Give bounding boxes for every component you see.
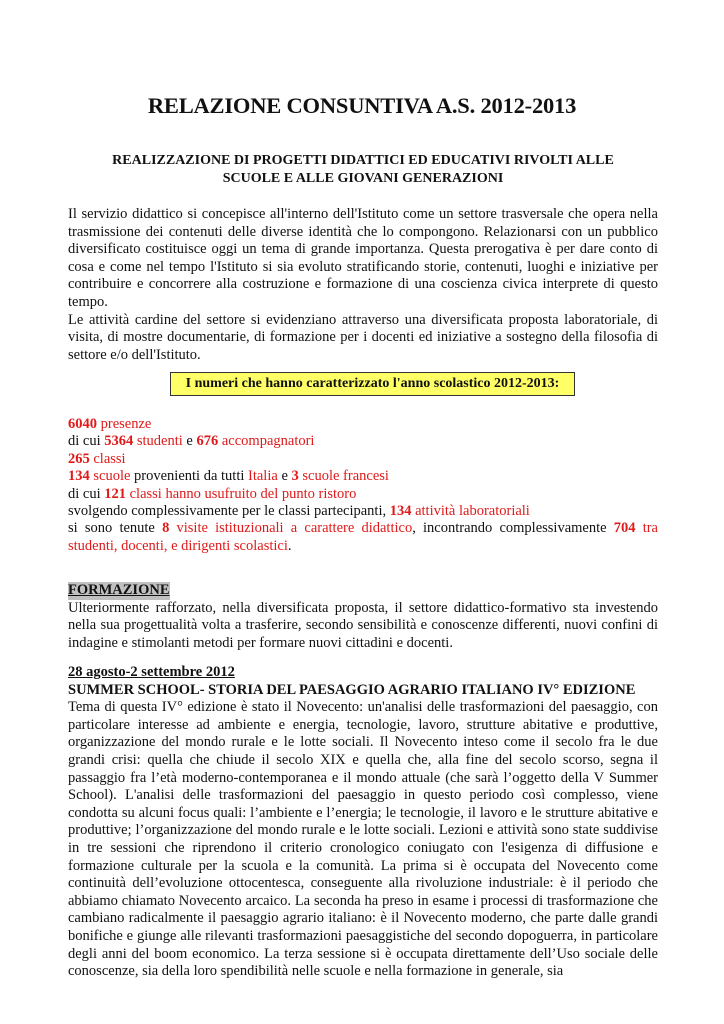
ristoro-line [68,486,658,503]
presenze-number: 6040 [68,416,97,432]
scuole-number: 134 [68,468,90,485]
formazione-heading: FORMAZIONE [68,582,170,598]
summer-school-text: Tema di questa IV° edizione è stato il Novecento: un'analisi delle trasformazioni del paesaggio, con particolare interesse ad ambiente e energia, tecnologie, lavoro, strutture abitative e produttive, organizzazione del mondo rurale e le lotte sociali. Il Novecento inteso come il secolo fra le due grandi crisi: quella che chiude il secolo XIX e quella che, alla fine del secolo scorso, segna il passaggio fra l’età moderno-contemporanea e il mondo attuale (che sarà l’oggetto della V Summer School). L'analisi delle trasformazioni del paesaggio in questo periodo così complesso, viene condotta su alcuni focus quali: l’ambiente e l’energia; le tecnologie, il lavoro e le strutture abitative e produttive; l’organizzazione del mondo rurale e le lotte sociali. Lezioni e attività sono state suddivise in tre sessioni che riprendono il criterio cronologico coniugato con l'esigenza di diffusione e formazione culturale per la scuola e la comunità. La prima si è occupata del Novecento come continuità dell’evoluzione ottocentesca, conseguente alla rivoluzione industriale: è il periodo che abbiamo chiamato Novecento arcaico. La seconda ha preso in esame i processi di trasformazione che cambiano radicalmente il paesaggio agrario italiano: è il Novecento moderno, che parte dalle grandi bonifiche e giunge alle rilevanti trasformazioni paesaggistiche del secondo dopoguerra, in particolare degli anni del boom economico. La terza sessione si è occupata direttamente dell’Uso sociale delle conoscenze, sia della loro spendibilità nelle scuole e nella formazione in generale, sia [68,699,658,980]
di-cui-text: di cui [68,485,105,502]
conj-text: e [182,433,197,450]
totale-label-a: tra [635,520,658,537]
summer-school-section [68,664,658,981]
ristoro-label: classi hanno usufruito del punto ristoro [126,485,357,502]
numbers-list [68,416,658,555]
totale-line [68,538,658,555]
intro-paragraph-1: Il servizio didattico si concepisce all'interno dell'Istituto come un settore trasversale che opera nella trasmissione dei contenuti delle diverse identità che lo compongono. Relazionarsi con un pubblico diversificato costituisce oggi un tema di grande importanza. Questa prerogativa è per dare conto di cosa e come nel tempo l'Istituto si sia evoluto stratificando storie, contenuti, luoghi e iniziative per contribuire e concorrere alla costruzione e formazione di una coscienza civica interprete di questo tempo. [68,206,658,310]
laboratori-number: 134 [389,503,412,520]
provenienti-text: provenienti da tutti [130,468,249,485]
conj-text: e [277,468,292,485]
scuole-line [68,468,658,485]
totale-label-b: studenti, docenti, e dirigenti scolastici [68,537,288,554]
laboratori-line [68,503,658,520]
presenze-line [68,416,658,433]
francesi-number: 3 [291,468,299,485]
numbers-highlight-box: I numeri che hanno caratterizzato l'anno scolastico 2012-2013: [170,372,575,396]
visite-number: 8 [162,520,170,537]
studenti-number: 5364 [104,433,134,450]
visite-line [68,520,658,537]
classi-number: 265 [68,450,90,467]
summer-school-date: 28 agosto-2 settembre 2012 [68,664,235,680]
accompagnatori-number: 676 [196,433,219,450]
formazione-text: Ulteriormente rafforzato, nella diversificata proposta, il settore didattico-formativo sta investendo nella sua progettualità volta a trasferire, secondo sensibilità e conoscenze differenti, nuovi confini di indagine e stimolanti metodi per formare nuovi cittadini e docenti. [68,599,658,651]
ristoro-number: 121 [104,485,126,502]
intro-paragraph-2: Le attività cardine del settore si evidenziano attraverso una diversificata proposta laboratoriale, di visita, di mostre documentarie, di formazione per i docenti ed iniziative a sostegno della filosofia di settore e/o dell'Istituto. [68,311,658,363]
document-title: RELAZIONE CONSUNTIVA A.S. 2012-2013 [147,93,577,118]
di-cui-text: di cui [68,433,105,450]
laboratori-label: attività laboratoriali [411,503,530,520]
studenti-label: studenti [133,433,183,450]
subtitle-line-1: REALIZZAZIONE DI PROGETTI DIDATTICI ED EDUCATIVI RIVOLTI ALLE [112,153,614,168]
presenze-label: presenze [97,416,152,432]
classi-line [68,451,658,468]
incontrando-text: , incontrando complessivamente [412,520,614,537]
subtitle-line-2: SCUOLE E ALLE GIOVANI GENERAZIONI [222,171,504,186]
francesi-label: scuole francesi [298,468,389,485]
intro-section [68,206,658,364]
scuole-label: scuole [89,468,131,485]
italia-label: Italia [248,468,278,485]
summer-school-title: SUMMER SCHOOL- STORIA DEL PAESAGGIO AGRARIO ITALIANO IV° EDIZIONE [68,681,636,698]
si-sono-tenute-text: si sono tenute [68,520,163,537]
end-dot: . [287,537,292,554]
visite-label: visite istituzionali a carattere didattico [169,520,413,537]
document-subtitle [68,152,658,188]
svolgendo-text: svolgendo complessivamente per le classi partecipanti, [68,503,390,520]
studenti-line [68,433,658,450]
classi-label: classi [89,450,126,467]
accompagnatori-label: accompagnatori [218,433,315,450]
totale-number: 704 [613,520,636,537]
formazione-section [68,582,658,652]
